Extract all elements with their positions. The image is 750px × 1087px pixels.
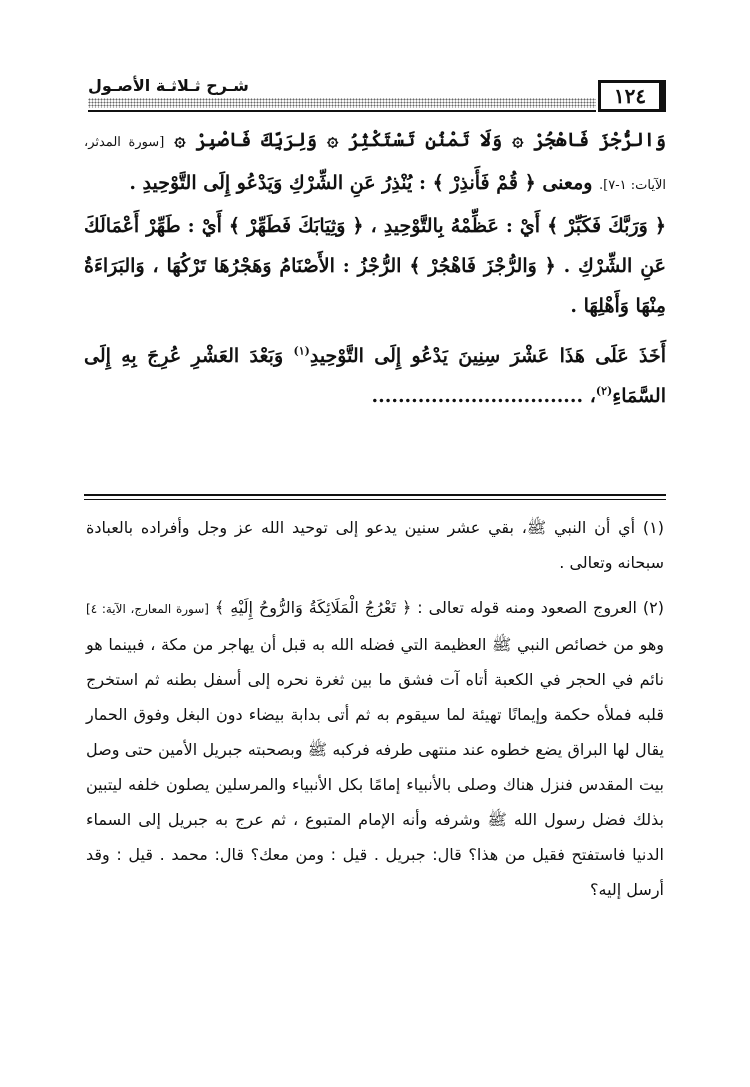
header-rule [88,110,596,112]
dotted-continuation: ، ................................ [371,385,596,407]
ascension-text-b: وَبَعْدَ العَشْرِ عُرِجَ بِهِ إِلَى السَّمَاءِ [84,345,666,407]
footnote-separator-bottom [84,499,666,500]
page-number: ١٢٤ [598,80,666,112]
running-title: شـرح ثـلاثـة الأصـول [88,76,249,95]
verse-paragraph [84,120,666,206]
main-text [84,120,666,416]
footnote-1: (١) أي أن النبي ﷺ، بقي عشر سنين يدعو إلى توحيد الله عز وجل وأفراده بالعبادة سبحانه وتعالى . [86,518,664,572]
ascension-text-a: أَخَذَ عَلَى هَذَا عَشْرَ سِنِينَ يَدْعُو إِلَى التَّوْحِيدِ [309,345,666,367]
footnote-2-body: وهو من خصائص النبي ﷺ العظيمة التي فضله الله به قبل أن يهاجر من مكة ، فبينما هو نائم في الحجر في الكعبة أتاه آت فشق ما بين ثغرة نحره إلى أسفل بطنه ثم استخرج قلبه فملأه حكمة وإيمانًا تهيئة لما سيقوم به ثم أتى بدابة بيضاء دون البغل وفوق الحمار يقال لها البراق يضع خطوه عند منتهى طرفه فركبه ﷺ وبصحبته جبريل الأمين حتى وصل بيت المقدس فنزل هناك وصلى بالأنبياء إمامًا بكل الأنبياء والمرسلين يصلون خلفه ليتبين بذلك فضل رسول الله ﷺ وشرفه وأنه الإمام المتبوع ، ثم عرج به جبريل إلى السماء الدنيا فاستفتح فقيل من هذا؟ قال: جبريل . قيل : ومن معك؟ قال: محمد . قيل : وقد أرسل إليه؟ [86,635,664,899]
page-header [88,74,666,114]
footnote-2-verse: (٢) العروج الصعود ومنه قوله تعالى : ﴿ تَعْرُجُ الْمَلَائِكَةُ وَالرُّوحُ إِلَيْهِ ﴾ [214,598,665,617]
ascension-paragraph [84,336,666,416]
header-dotted-rule [88,98,596,108]
footnote-marker-1: (١) [293,344,310,358]
quran-verse: وَالرُّجْزَ فَاهْجُرْ ۞ وَلَا تَمْنُن تَسْتَكْثِرُ ۞ وَلِرَبِّكَ فَاصْبِرْ ۞ [174,129,666,151]
explanation-paragraph: ﴿ وَرَبَّكَ فَكَبِّرْ ﴾ أَيْ : عَظِّمْهُ بِالتَّوْحِيدِ ، ﴿ وَثِيَابَكَ فَطَهِّرْ ﴾ أَيْ : طَهِّرْ أَعْمَالَكَ عَنِ الشِّرْكِ . ﴿ وَالرُّجْزَ فَاهْجُرْ ﴾ الرُّجْزُ : الأَصْنَامُ وَهَجْرُهَا تَرْكُهَا ، وَالبَرَاءَةُ مِنْهَا وَأَهْلِهَا . [84,215,666,317]
footnote-2-reference: [سورة المعارج، الآية: ٤] [86,602,209,616]
meaning-text: ومعنى ﴿ قُمْ فَأَنذِرْ ﴾ : يُنْذِرُ عَنِ الشِّرْكِ وَيَدْعُو إِلَى التَّوْحِيدِ . [129,172,593,194]
footnote-marker-2: (٢) [595,384,613,398]
footnote-separator-top [84,494,666,496]
footnotes [86,510,664,917]
verse-reference: [سورة المدثر، الآيات: ١-٧]. [84,135,666,193]
footnote-2 [86,590,664,907]
